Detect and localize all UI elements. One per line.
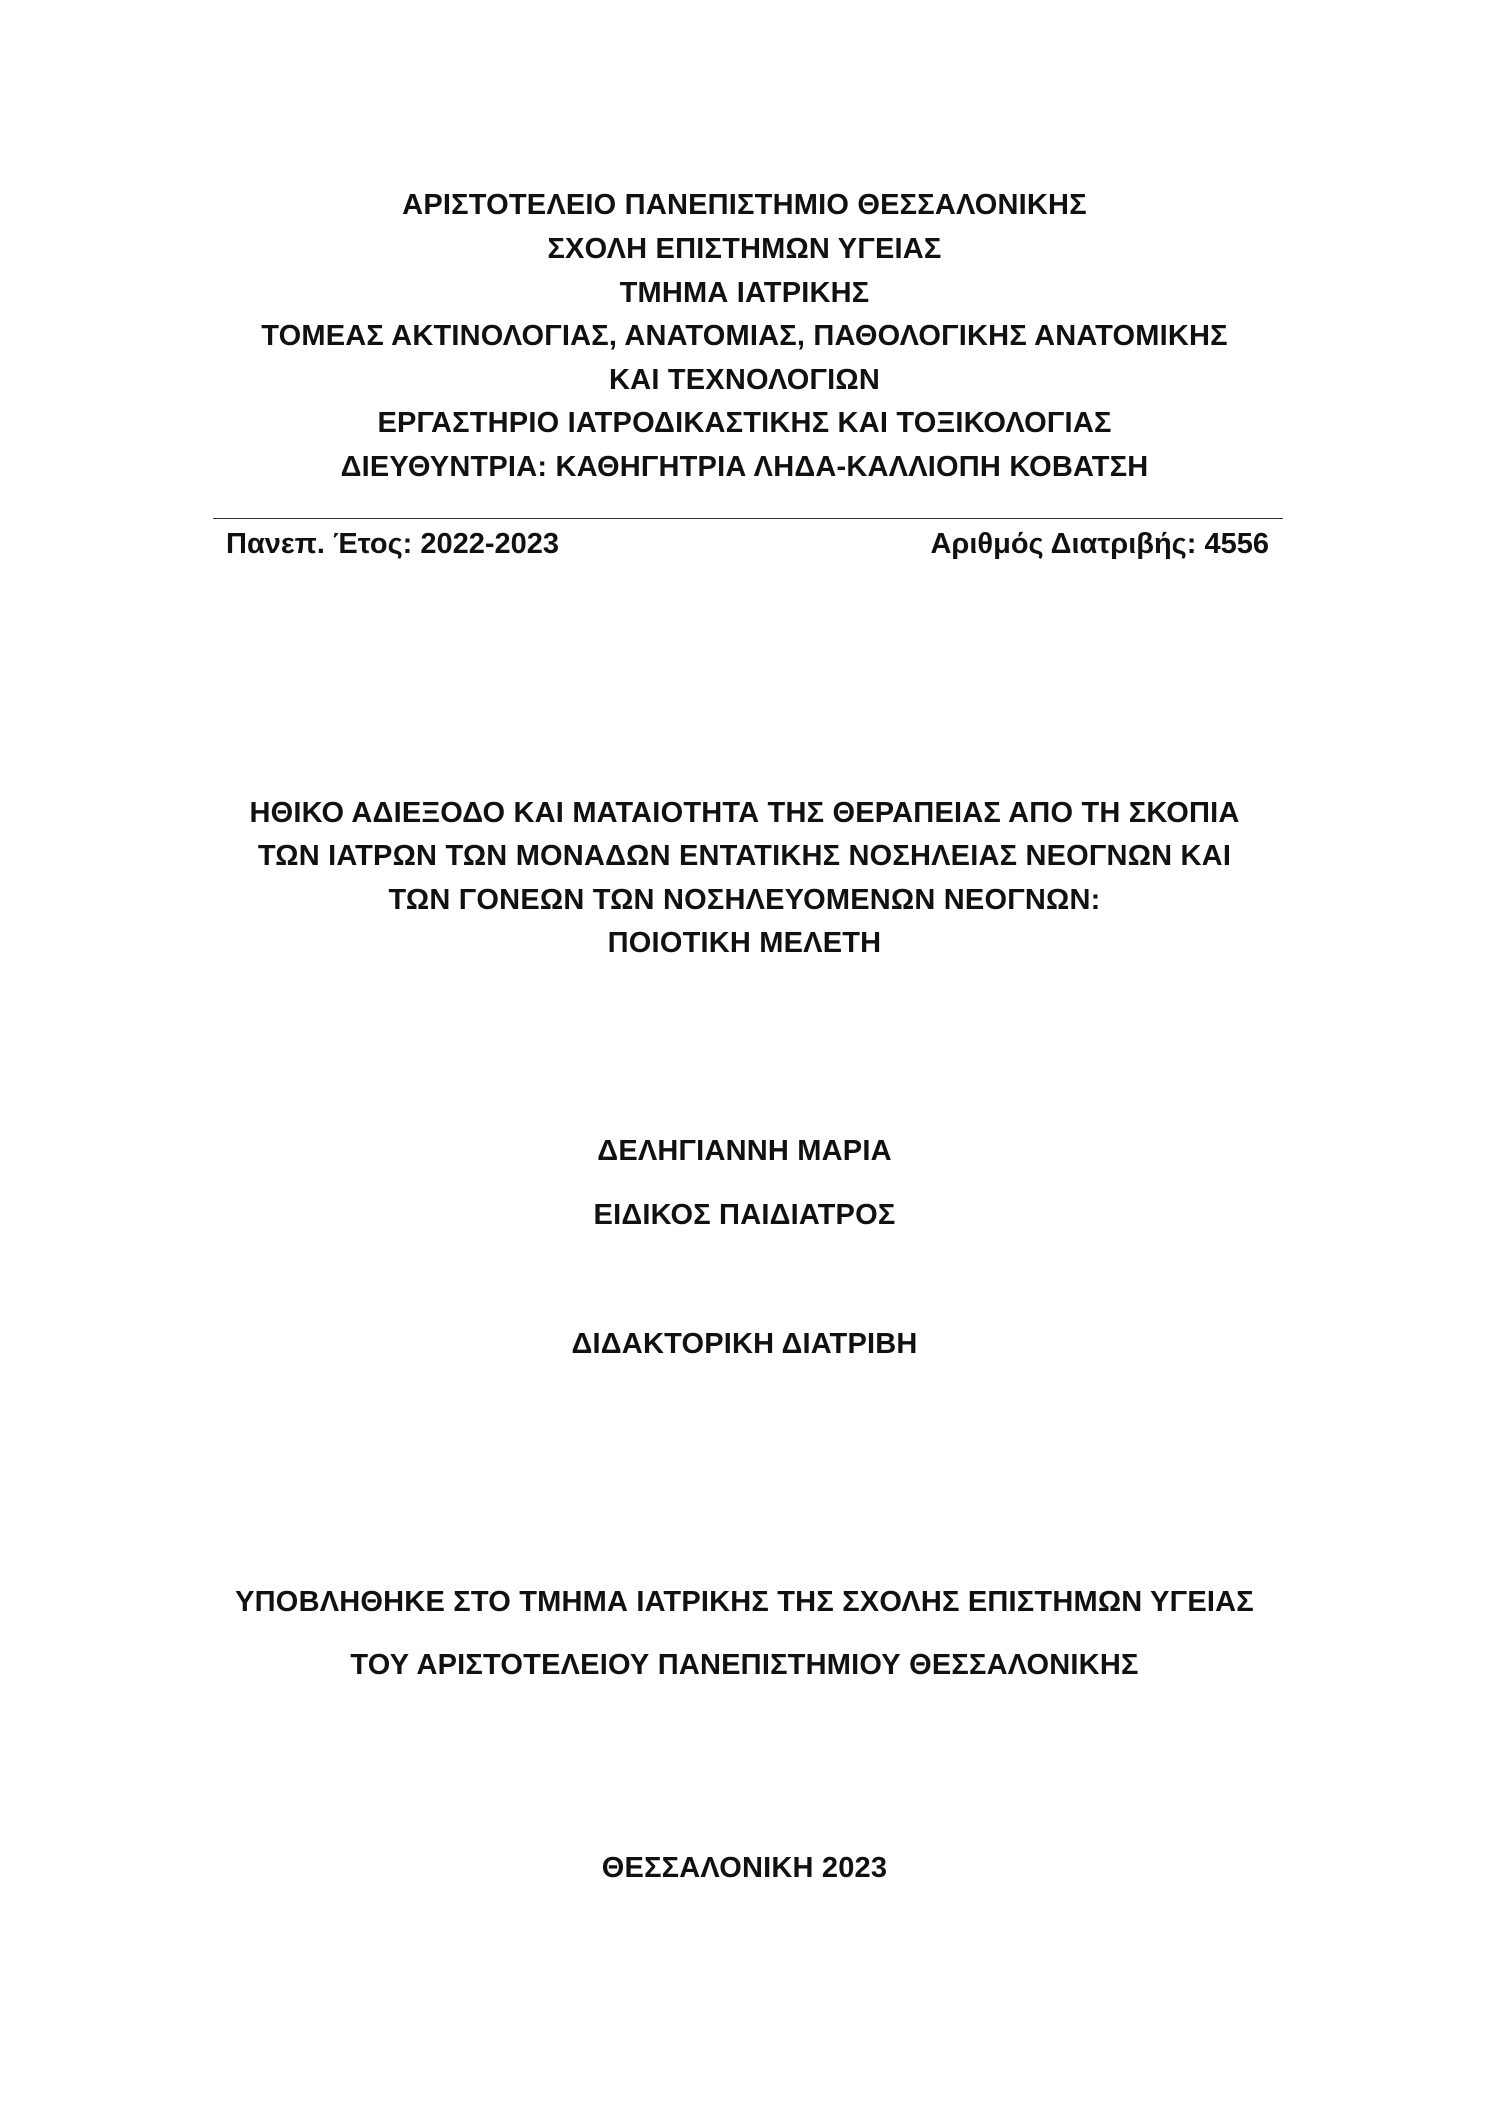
thesis-number: Αριθμός Διατριβής: 4556 (930, 528, 1269, 560)
place-and-year: ΘΕΣΣΑΛΟΝΙΚΗ 2023 (601, 1852, 888, 1884)
department-name: ΤΜΗΜΑ ΙΑΤΡΙΚΗΣ (619, 277, 870, 309)
sector-name-line1: ΤΟΜΕΑΣ ΑΚΤΙΝΟΛΟΓΙΑΣ, ΑΝΑΤΟΜΙΑΣ, ΠΑΘΟΛΟΓΙΚΗΣ ΑΝΑΤΟΜΙΚΗΣ (261, 320, 1228, 352)
thesis-title-line1: ΗΘΙΚΟ ΑΔΙΕΞΟΔΟ ΚΑΙ ΜΑΤΑΙΟΤΗΤΑ ΤΗΣ ΘΕΡΑΠΕΙΑΣ ΑΠΟ ΤΗ ΣΚΟΠΙΑ (249, 797, 1240, 829)
document-type: ΔΙΔΑΚΤΟΡΙΚΗ ΔΙΑΤΡΙΒΗ (571, 1328, 918, 1360)
submission-line2: ΤΟΥ ΑΡΙΣΤΟΤΕΛΕΙΟΥ ΠΑΝΕΠΙΣΤΗΜΙΟΥ ΘΕΣΣΑΛΟΝΙΚΗΣ (350, 1649, 1139, 1681)
sector-name-line2: ΚΑΙ ΤΕΧΝΟΛΟΓΙΩΝ (609, 364, 880, 396)
director-line: ΔΙΕΥΘΥΝΤΡΙΑ: ΚΑΘΗΓΗΤΡΙΑ ΛΗΔΑ-ΚΑΛΛΙΟΠΗ ΚΟΒΑΤΣΗ (340, 451, 1149, 483)
header-divider (213, 518, 1283, 519)
author-specialty: ΕΙΔΙΚΟΣ ΠΑΙΔΙΑΤΡΟΣ (593, 1199, 896, 1231)
laboratory-name: ΕΡΓΑΣΤΗΡΙΟ ΙΑΤΡΟΔΙΚΑΣΤΙΚΗΣ ΚΑΙ ΤΟΞΙΚΟΛΟΓΙΑΣ (377, 407, 1112, 439)
school-name: ΣΧΟΛΗ ΕΠΙΣΤΗΜΩΝ ΥΓΕΙΑΣ (547, 233, 942, 265)
thesis-title-line4: ΠΟΙΟΤΙΚΗ ΜΕΛΕΤΗ (607, 927, 882, 959)
thesis-title-line3: ΤΩΝ ΓΟΝΕΩΝ ΤΩΝ ΝΟΣΗΛΕΥΟΜΕΝΩΝ ΝΕΟΓΝΩΝ: (388, 884, 1101, 916)
university-name: ΑΡΙΣΤΟΤΕΛΕΙΟ ΠΑΝΕΠΙΣΤΗΜΙΟ ΘΕΣΣΑΛΟΝΙΚΗΣ (402, 189, 1087, 221)
academic-year: Πανεπ. Έτος: 2022-2023 (226, 528, 560, 560)
author-name: ΔΕΛΗΓΙΑΝΝΗ ΜΑΡΙΑ (597, 1135, 892, 1167)
submission-line1: ΥΠΟΒΛΗΘΗΚΕ ΣΤΟ ΤΜΗΜΑ ΙΑΤΡΙΚΗΣ ΤΗΣ ΣΧΟΛΗΣ ΕΠΙΣΤΗΜΩΝ ΥΓΕΙΑΣ (235, 1586, 1254, 1618)
thesis-title-line2: ΤΩΝ ΙΑΤΡΩΝ ΤΩΝ ΜΟΝΑΔΩΝ ΕΝΤΑΤΙΚΗΣ ΝΟΣΗΛΕΙΑΣ ΝΕΟΓΝΩΝ ΚΑΙ (257, 840, 1232, 872)
